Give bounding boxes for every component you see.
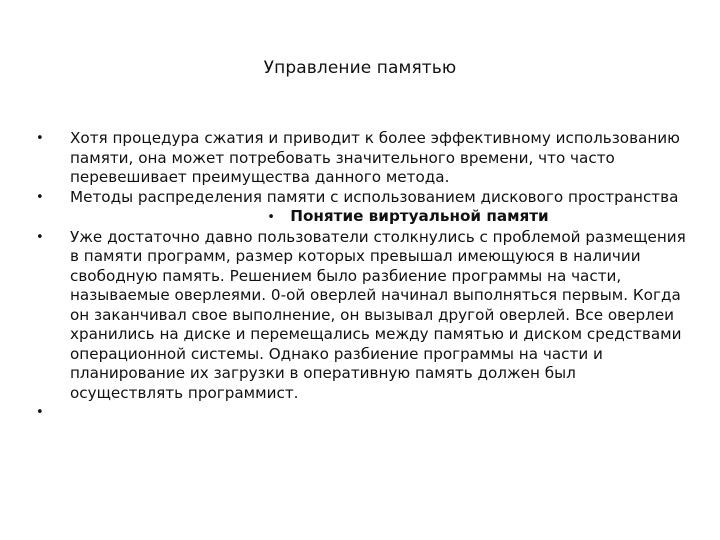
list-item-text: Методы распределения памяти с использованием дискового пространства (70, 187, 679, 206)
subheading (70, 207, 686, 228)
bullet-list (36, 129, 686, 427)
list-item-text: Хотя процедура сжатия и приводит к более эффективному использованию памяти, она может потребовать значительного времени, что часто перевешивает преимущества данного метода. (70, 129, 680, 186)
bullet-icon: • (267, 210, 275, 225)
subheading-text: Понятие виртуальной памяти (290, 207, 549, 225)
bullet-icon: • (36, 229, 44, 245)
list-item (36, 188, 686, 228)
bullet-icon: • (36, 131, 44, 146)
list-item (36, 129, 686, 188)
list-item (36, 228, 686, 404)
list-item-text: Уже достаточно давно пользователи столкнулись с проблемой размещения в памяти программ, размер которых превышал имеющуюся в наличии свободную память. Решением было разбиение программы на части, называемые оверлеями. 0-ой оверлей начинал выполняться первым. Когда он заканчивал свое выполнение, он вызывал другой оверлей. Все оверлеи хранились на диске и перемещались между памятью и диском средствами операционной системы. Однако разбиение программы на части и планирование их загрузки в оперативную память должен был осуществлять программист. (70, 227, 686, 402)
bullet-icon: • (36, 189, 44, 205)
bullet-icon: • (36, 405, 44, 420)
list-item (36, 403, 686, 427)
slide-title: Управление памятью (263, 58, 457, 78)
